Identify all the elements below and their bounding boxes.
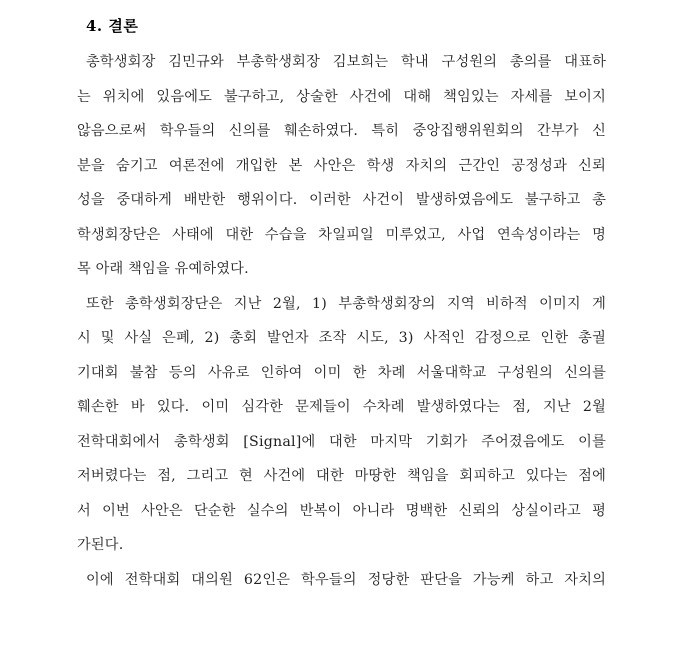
paragraph-2-line-8: 가된다. bbox=[77, 537, 124, 553]
paragraph-1-line-3: 않음으로써 학우들의 신의를 훼손하였다. 특히 중앙집행위원회의 간부가 신 bbox=[77, 123, 606, 139]
paragraph-1-line-4: 분을 숨기고 여론전에 개입한 본 사안은 학생 자치의 근간인 공정성과 신뢰 bbox=[77, 158, 606, 174]
section-heading: 4. 결론 bbox=[86, 17, 139, 35]
paragraph-2-line-1: 또한 총학생회장단은 지난 2월, 1) 부총학생회장의 지역 비하적 이미지 게 bbox=[86, 296, 606, 312]
paragraph-2-line-3: 기대회 불참 등의 사유로 인하여 이미 한 차례 서울대학교 구성원의 신의를 bbox=[77, 365, 606, 381]
paragraph-2-line-5: 전학대회에서 총학생회 [Signal]에 대한 마지막 기회가 주어졌음에도 이를 bbox=[77, 434, 606, 450]
paragraph-2-line-4: 훼손한 바 있다. 이미 심각한 문제들이 수차례 발생하였다는 점, 지난 2월 bbox=[77, 399, 606, 415]
paragraph-1-line-5: 성을 중대하게 배반한 행위이다. 이러한 사건이 발생하였음에도 불구하고 총 bbox=[77, 192, 606, 208]
paragraph-2-line-7: 서 이번 사안은 단순한 실수의 반복이 아니라 명백한 신뢰의 상실이라고 평 bbox=[77, 503, 606, 519]
paragraph-3-line-1: 이에 전학대회 대의원 62인은 학우들의 정당한 판단을 가능케 하고 자치의 bbox=[86, 572, 606, 588]
paragraph-2-line-2: 시 및 사실 은폐, 2) 총회 발언자 조작 시도, 3) 사적인 감정으로 인한 총궐 bbox=[77, 330, 606, 346]
paragraph-1-line-1: 총학생회장 김민규와 부총학생회장 김보희는 학내 구성원의 총의를 대표하 bbox=[86, 54, 606, 70]
paragraph-1-line-6: 학생회장단은 사태에 대한 수습을 차일피일 미루었고, 사업 연속성이라는 명 bbox=[77, 227, 606, 243]
paragraph-1-line-7: 목 아래 책임을 유예하였다. bbox=[77, 261, 249, 277]
paragraph-2-line-6: 저버렸다는 점, 그리고 현 사건에 대한 마땅한 책임을 회피하고 있다는 점에 bbox=[77, 468, 606, 484]
paragraph-1-line-2: 는 위치에 있음에도 불구하고, 상술한 사건에 대해 책임있는 자세를 보이지 bbox=[77, 89, 606, 105]
